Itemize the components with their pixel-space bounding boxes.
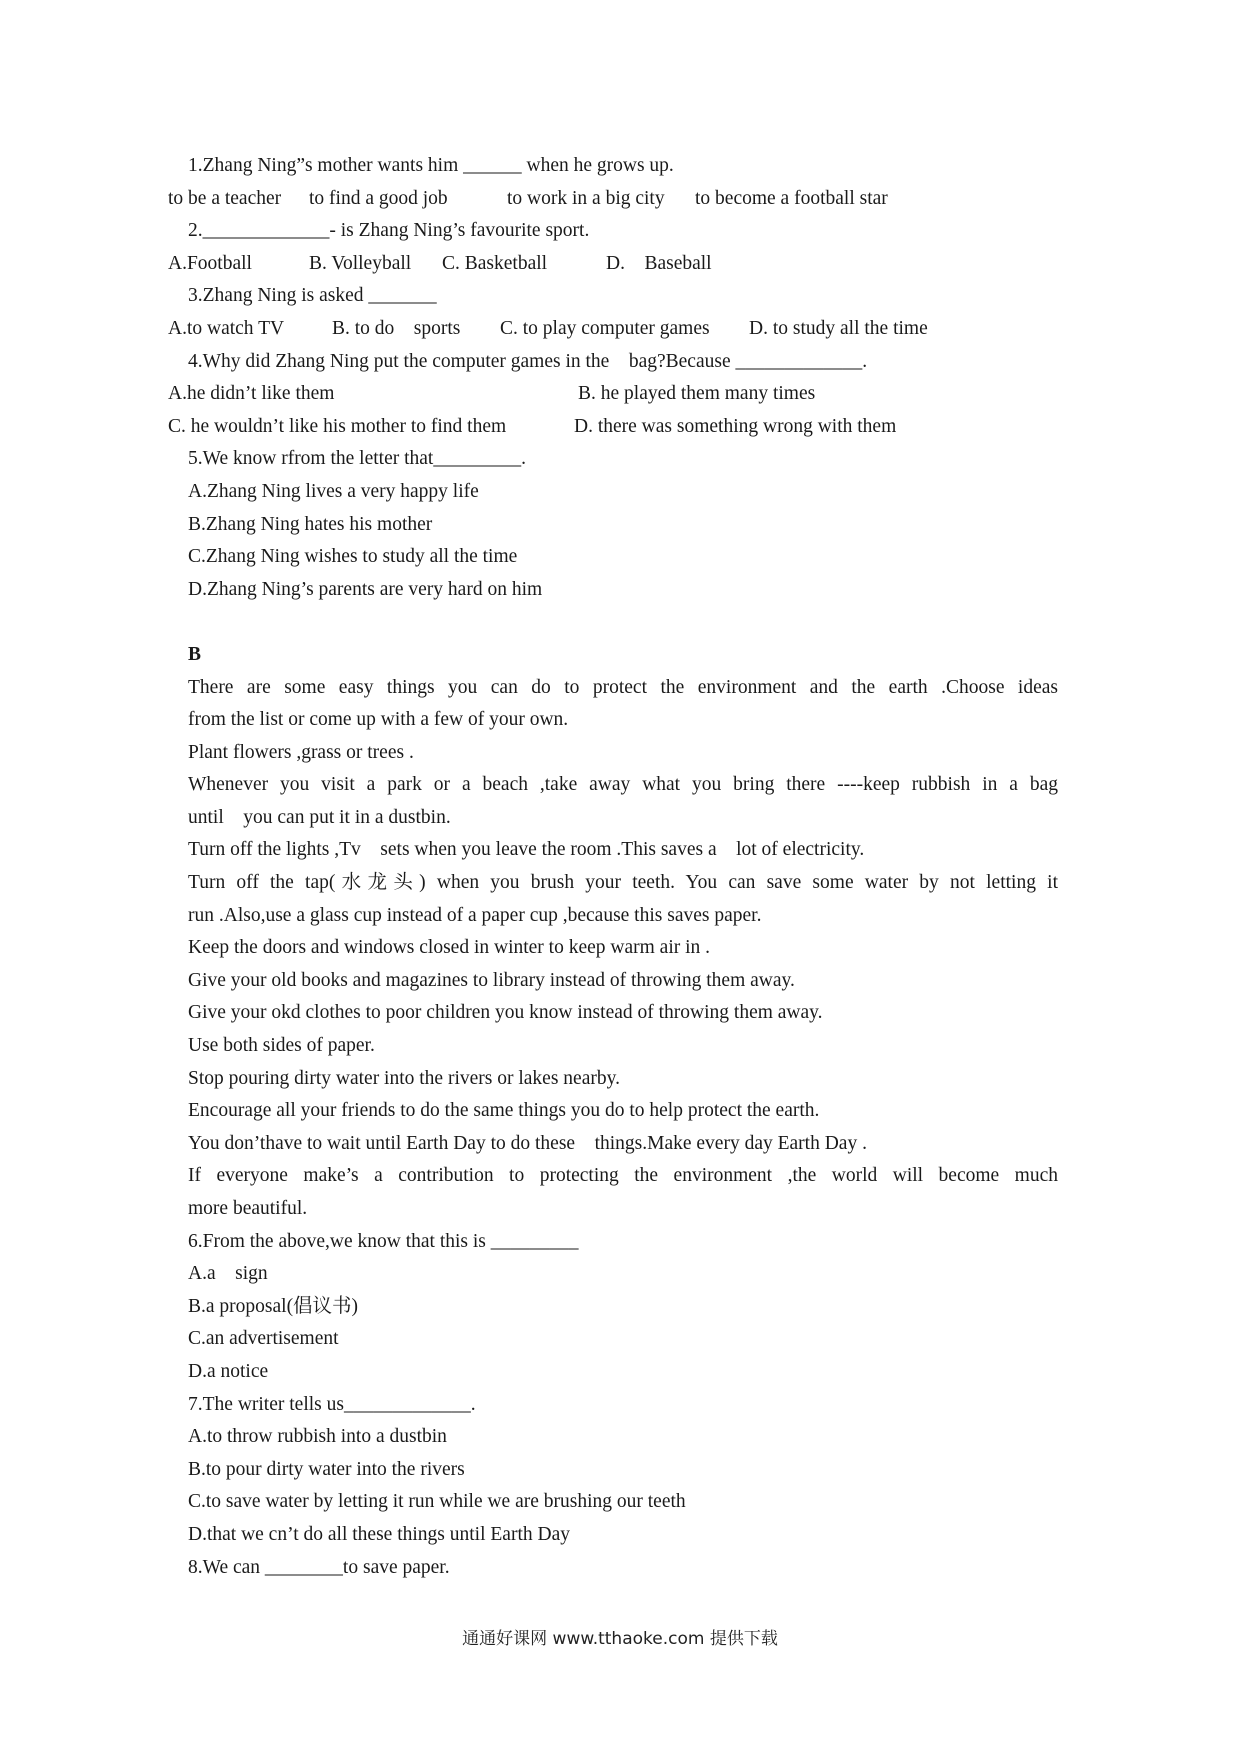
option-a: A.to throw rubbish into a dustbin [188, 1426, 447, 1448]
option-a: A.Football [168, 252, 252, 274]
page-footer: 通通好课网 www.tthaoke.com 提供下载 [462, 1629, 778, 1649]
question-6-stem: 6.From the above,we know that this is _________ [188, 1230, 579, 1252]
tip-books: Give your old books and magazines to library instead of throwing them away. [188, 969, 795, 991]
tip-earth-day: You don’thave to wait until Earth Day to do these things.Make every day Earth Day . [188, 1132, 867, 1154]
tip-rubbish-line-1: Whenever you visit a park or a beach ,take away what you bring there ----keep rubbish in a bag [188, 774, 1058, 796]
option-b: B.a proposal(倡议书) [188, 1295, 359, 1317]
option-c: C. Basketball [442, 252, 548, 274]
option-d: D. to study all the time [749, 317, 928, 339]
section-b-heading: B [188, 643, 202, 665]
option-d: to become a football star [695, 187, 888, 209]
option-b: B.to pour dirty water into the rivers [188, 1458, 465, 1480]
option-d: D.Zhang Ning’s parents are very hard on him [188, 578, 543, 600]
question-5-stem: 5.We know rfrom the letter that_________. [188, 448, 526, 470]
option-a: A.Zhang Ning lives a very happy life [188, 480, 479, 502]
worksheet-page [168, 150, 1058, 1584]
question-2-options [168, 248, 1058, 281]
option-c: C.to save water by letting it run while we are brushing our teeth [188, 1491, 686, 1513]
option-c: C. he wouldn’t like his mother to find them [168, 415, 507, 437]
option-d: D.that we cn’t do all these things until Earth Day [188, 1523, 570, 1545]
tip-tap-line-2: run .Also,use a glass cup instead of a paper cup ,because this saves paper. [188, 904, 762, 926]
option-b: to find a good job [309, 187, 448, 209]
question-7-stem: 7.The writer tells us_____________. [188, 1393, 476, 1415]
question-4-options-row-2 [168, 411, 1058, 444]
question-3-stem: 3.Zhang Ning is asked _______ [188, 285, 437, 307]
tip-lights: Turn off the lights ,Tv sets when you leave the room .This saves a lot of electricity. [188, 839, 865, 861]
option-a: A.a sign [188, 1263, 268, 1285]
question-4-options-row-1 [168, 378, 1058, 411]
option-b: B. Volleyball [309, 252, 412, 274]
tip-tap-line-1: Turn off the tap(水龙头) when you brush your teeth. You can save some water by not letting it [188, 872, 1058, 894]
section-b-intro-line-1: There are some easy things you can do to protect the environment and the earth .Choose ideas [188, 676, 1058, 698]
tip-friends: Encourage all your friends to do the same things you do to help protect the earth. [188, 1100, 820, 1122]
option-b: B. to do sports [332, 317, 461, 339]
option-c: C. to play computer games [500, 317, 710, 339]
tip-clothes: Give your okd clothes to poor children you know instead of throwing them away. [188, 1002, 823, 1024]
question-2-stem: 2._____________- is Zhang Ning’s favourite sport. [188, 220, 590, 242]
tip-plant: Plant flowers ,grass or trees . [188, 741, 414, 763]
conclusion-line-2: more beautiful. [188, 1198, 308, 1219]
option-d: D. Baseball [606, 252, 712, 274]
tip-doors: Keep the doors and windows closed in winter to keep warm air in . [188, 937, 711, 959]
question-3-options [168, 313, 1058, 346]
option-d: D.a notice [188, 1360, 269, 1382]
option-b: B.Zhang Ning hates his mother [188, 513, 433, 535]
option-a: A.to watch TV [168, 317, 285, 339]
option-b: B. he played them many times [578, 383, 816, 405]
section-b-intro-line-2: from the list or come up with a few of your own. [188, 709, 569, 731]
question-1-options [168, 183, 1058, 216]
question-8-stem: 8.We can ________to save paper. [188, 1556, 450, 1578]
option-a: A.he didn’t like them [168, 383, 335, 405]
option-c: C.an advertisement [188, 1328, 339, 1350]
question-1-stem: 1.Zhang Ning”s mother wants him ______ when he grows up. [188, 155, 674, 176]
tip-paper: Use both sides of paper. [188, 1035, 375, 1057]
question-4-stem: 4.Why did Zhang Ning put the computer games in the bag?Because _____________. [188, 350, 868, 372]
option-c: C.Zhang Ning wishes to study all the time [188, 546, 518, 568]
option-d: D. there was something wrong with them [574, 415, 897, 437]
tip-rubbish-line-2: until you can put it in a dustbin. [188, 806, 451, 828]
spacer [188, 606, 1058, 639]
tip-water: Stop pouring dirty water into the rivers or lakes nearby. [188, 1067, 620, 1089]
option-a: to be a teacher [168, 187, 282, 209]
conclusion-line-1: If everyone make’s a contribution to protecting the environment ,the world will become much [188, 1165, 1058, 1187]
option-c: to work in a big city [507, 187, 665, 209]
